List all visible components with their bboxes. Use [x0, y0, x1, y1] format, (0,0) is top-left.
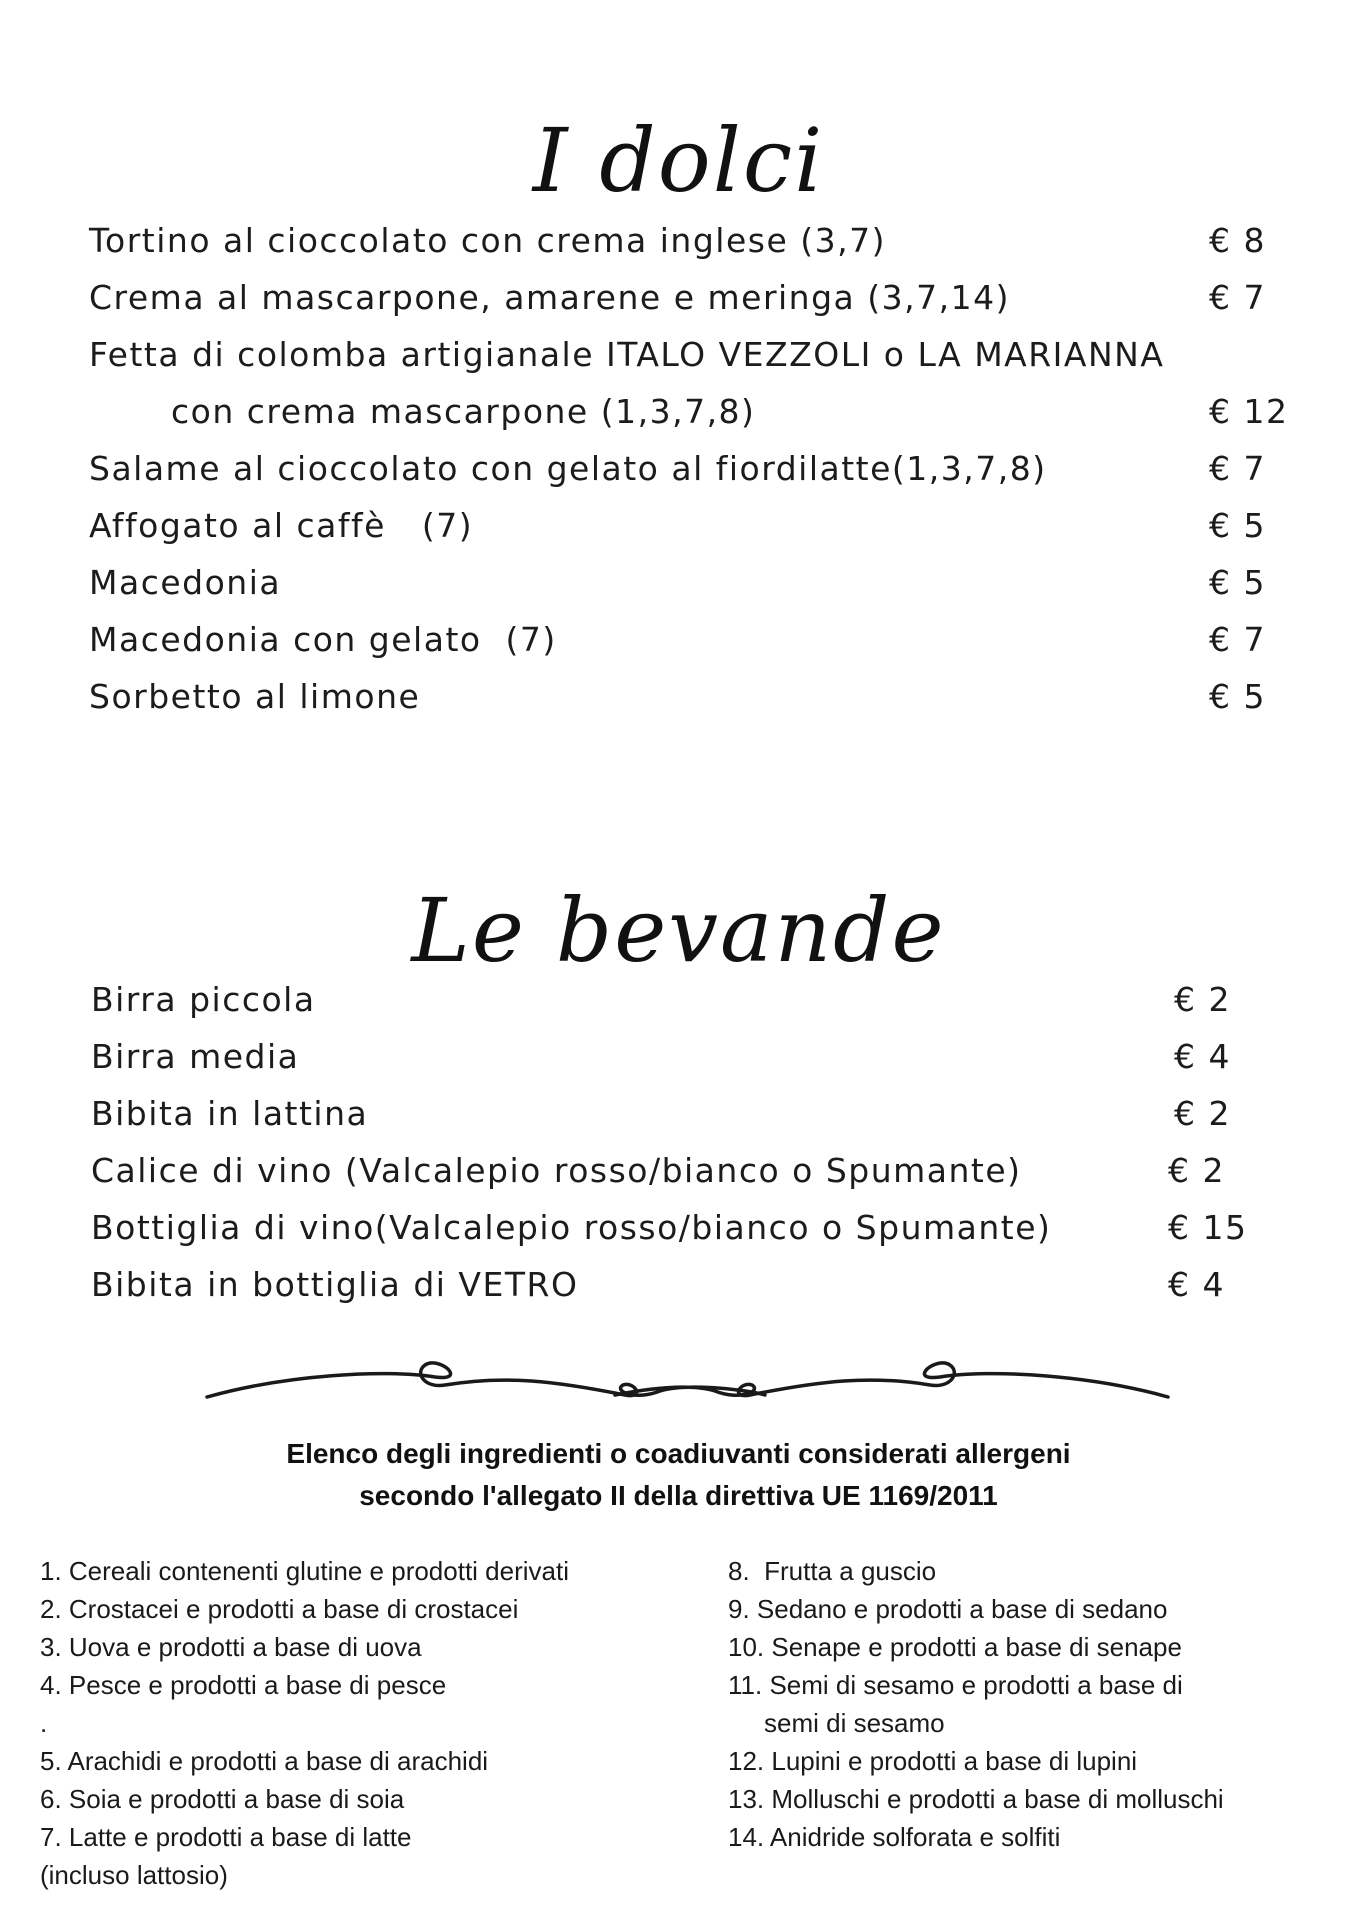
- item-price: € 7: [1209, 278, 1266, 317]
- item-price: € 2: [1168, 1151, 1225, 1190]
- allergen-item: 2. Crostacei e prodotti a base di crostacei: [40, 1594, 519, 1624]
- item-price: € 2: [1174, 1094, 1231, 1133]
- menu-item: [89, 553, 1289, 610]
- item-name: Macedonia: [89, 563, 282, 602]
- dolci-title: I dolci: [532, 108, 825, 212]
- menu-item: [91, 1198, 1261, 1255]
- menu-item: [89, 496, 1289, 553]
- item-name: Bibita in bottiglia di VETRO: [91, 1265, 579, 1304]
- allergen-item: 1. Cereali contenenti glutine e prodotti derivati: [40, 1556, 569, 1586]
- item-price: € 15: [1168, 1208, 1248, 1247]
- allergen-item: 12. Lupini e prodotti a base di lupini: [728, 1746, 1138, 1776]
- allergen-list-left: [40, 1552, 569, 1894]
- allergen-item: 7. Latte e prodotti a base di latte: [40, 1822, 412, 1852]
- menu-item: [91, 1255, 1261, 1312]
- menu-item: [89, 610, 1289, 667]
- menu-item: [91, 970, 1261, 1027]
- menu-item: [89, 439, 1289, 496]
- allergen-item: 10. Senape e prodotti a base di senape: [728, 1632, 1182, 1662]
- item-name: Affogato al caffè (7): [89, 506, 474, 545]
- allergen-item: 11. Semi di sesamo e prodotti a base di: [728, 1670, 1183, 1700]
- item-price: € 8: [1209, 221, 1266, 260]
- item-price: € 12: [1209, 392, 1289, 431]
- allergen-item: 8. Frutta a guscio: [728, 1556, 937, 1586]
- item-price: € 4: [1168, 1265, 1225, 1304]
- allergen-item: .: [40, 1708, 48, 1738]
- allergen-list-right: [728, 1552, 1224, 1856]
- item-name: Macedonia con gelato (7): [89, 620, 557, 659]
- allergen-item: 6. Soia e prodotti a base di soia: [40, 1784, 405, 1814]
- menu-item: [89, 268, 1289, 325]
- dolci-list: [89, 211, 1289, 724]
- ornamental-divider: [205, 1345, 1170, 1405]
- item-name: con crema mascarpone (1,3,7,8): [171, 392, 756, 431]
- item-price: € 2: [1174, 980, 1231, 1019]
- menu-item: [91, 1141, 1261, 1198]
- menu-item: [91, 1027, 1261, 1084]
- allergen-item: 9. Sedano e prodotti a base di sedano: [728, 1594, 1168, 1624]
- allergen-item: 3. Uova e prodotti a base di uova: [40, 1632, 422, 1662]
- allergen-item-continuation: (incluso lattosio): [40, 1860, 228, 1890]
- allergen-item-continuation: semi di sesamo: [764, 1708, 945, 1738]
- menu-item: [89, 211, 1289, 268]
- item-name: Calice di vino (Valcalepio rosso/bianco o Spumante): [91, 1151, 1022, 1190]
- item-name: Bibita in lattina: [91, 1094, 369, 1133]
- item-name: Tortino al cioccolato con crema inglese (3,7): [89, 221, 886, 260]
- menu-item-continuation: [89, 382, 1289, 439]
- item-price: € 4: [1174, 1037, 1231, 1076]
- allergen-item: 4. Pesce e prodotti a base di pesce: [40, 1670, 447, 1700]
- item-name: Birra piccola: [91, 980, 316, 1019]
- item-price: € 7: [1209, 449, 1266, 488]
- item-name: Crema al mascarpone, amarene e meringa (3,7,14): [89, 278, 1010, 317]
- item-name: Bottiglia di vino(Valcalepio rosso/bianco o Spumante): [91, 1208, 1052, 1247]
- item-price: € 7: [1209, 620, 1266, 659]
- item-name: Salame al cioccolato con gelato al fiordilatte(1,3,7,8): [89, 449, 1047, 488]
- allergen-header: secondo l'allegato II della direttiva UE 1169/2011: [359, 1480, 998, 1511]
- allergen-header: Elenco degli ingredienti o coadiuvanti considerati allergeni: [286, 1438, 1071, 1469]
- item-name: Fetta di colomba artigianale ITALO VEZZOLI o LA MARIANNA: [89, 335, 1165, 374]
- item-name: Birra media: [91, 1037, 300, 1076]
- bevande-list: [91, 970, 1261, 1312]
- bevande-title: Le bevande: [411, 878, 946, 982]
- menu-item: [89, 667, 1289, 724]
- item-price: € 5: [1209, 506, 1266, 545]
- item-price: € 5: [1209, 677, 1266, 716]
- allergen-item: 5. Arachidi e prodotti a base di arachidi: [40, 1746, 489, 1776]
- item-name: Sorbetto al limone: [89, 677, 421, 716]
- menu-item: [91, 1084, 1261, 1141]
- allergen-item: 13. Molluschi e prodotti a base di molluschi: [728, 1784, 1224, 1814]
- item-price: € 5: [1209, 563, 1266, 602]
- allergen-item: 14. Anidride solforata e solfiti: [728, 1822, 1061, 1852]
- menu-item: [89, 325, 1289, 382]
